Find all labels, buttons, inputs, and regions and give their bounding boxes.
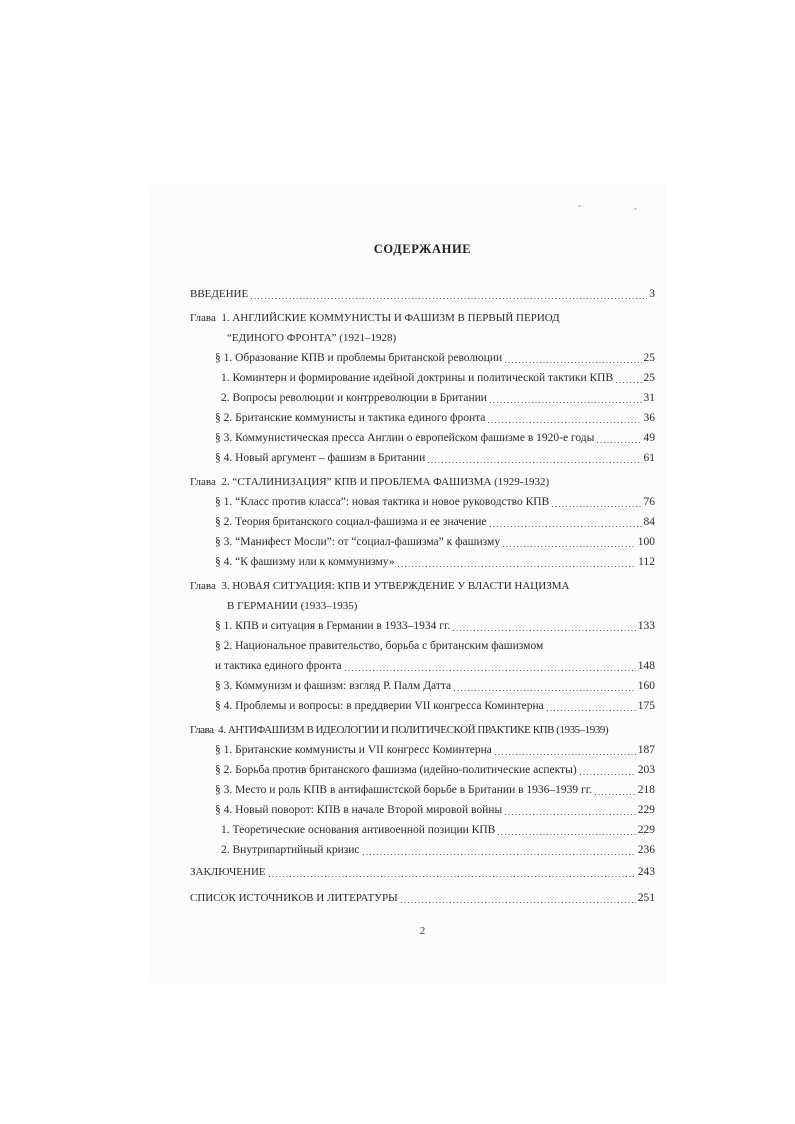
toc-page-number: 100 <box>637 536 655 548</box>
toc-page-number: 187 <box>637 744 655 756</box>
toc-page-number: 218 <box>637 784 655 796</box>
toc-page-number: 61 <box>643 452 655 464</box>
toc-entry-label: В ГЕРМАНИИ (1933–1935) <box>227 600 358 612</box>
toc-leader-dots <box>498 834 635 835</box>
toc-entry-label: ЗАКЛЮЧЕНИЕ <box>190 866 266 878</box>
toc-row <box>190 576 655 596</box>
toc-page-number: 25 <box>643 352 655 364</box>
toc-entry-label: 2. Внутрипартийный кризис <box>221 844 360 856</box>
toc-entry-label: § 1. “Класс против класса”: новая тактика и новое руководство КПВ <box>215 496 550 508</box>
toc-entry-label: Глава 1. АНГЛИЙСКИЕ КОММУНИСТЫ И ФАШИЗМ В ПЕРВЫЙ ПЕРИОД <box>190 312 560 324</box>
toc-row <box>190 840 655 860</box>
toc-entry-label: ВВЕДЕНИЕ <box>190 288 249 300</box>
toc-entry-label: 1. Коминтерн и формирование идейной доктрины и политической тактики КПВ <box>221 372 614 384</box>
toc-entry-label: § 1. Образование КПВ и проблемы британской революции <box>215 352 503 364</box>
toc-entry-label: СПИСОК ИСТОЧНИКОВ И ЛИТЕРАТУРЫ <box>190 892 398 904</box>
toc-row <box>190 800 655 820</box>
toc-entry-label: § 2. Теория британского социал-фашизма и ее значение <box>215 516 487 528</box>
toc-row <box>190 448 655 468</box>
toc-page-number: 133 <box>637 620 655 632</box>
scanned-page <box>150 185 664 983</box>
toc-row <box>190 388 655 408</box>
toc-row <box>190 328 655 348</box>
toc-row <box>190 428 655 448</box>
toc-leader-dots <box>453 630 635 631</box>
toc-leader-dots <box>552 506 641 507</box>
toc-page-number: 49 <box>643 432 655 444</box>
toc-page-number: 31 <box>643 392 655 404</box>
toc-entry-label: § 3. “Манифест Мосли”: от “социал-фашизма” к фашизму <box>215 536 501 548</box>
toc-page-number: 229 <box>637 804 655 816</box>
toc-row <box>190 308 655 328</box>
toc-row <box>190 636 655 656</box>
toc-row <box>190 616 655 636</box>
toc-leader-dots <box>597 442 641 443</box>
toc-page-number: 25 <box>643 372 655 384</box>
toc-entry-label: “ЕДИНОГО ФРОНТА” (1921–1928) <box>227 332 397 344</box>
toc-leader-dots <box>269 876 636 877</box>
toc-row <box>190 676 655 696</box>
toc-leader-dots <box>428 462 641 463</box>
toc-page-number: 36 <box>643 412 655 424</box>
scan-speckle <box>634 208 637 210</box>
scan-speckle <box>578 205 581 207</box>
toc-entry-label: § 4. Проблемы и вопросы: в преддверии VII конгресса Коминтерна <box>215 700 544 712</box>
toc-page-number: 84 <box>643 516 655 528</box>
toc-entry-label: § 2. Национальное правительство, борьба с британским фашизмом <box>215 640 544 652</box>
toc-entry-label: § 1. КПВ и ситуация в Германии в 1933–1934 гг. <box>215 620 451 632</box>
toc-page-number: 251 <box>637 892 655 904</box>
toc-entry-label: и тактика единого фронта <box>215 660 342 672</box>
toc-title: СОДЕРЖАНИЕ <box>373 242 472 256</box>
toc-row <box>190 696 655 716</box>
toc-entry-label: § 4. “К фашизму или к коммунизму» <box>215 556 395 568</box>
toc-leader-dots <box>401 902 636 903</box>
toc-page-number: 112 <box>638 556 655 568</box>
toc-entry-label: § 4. Новый поворот: КПВ в начале Второй мировой войны <box>215 804 503 816</box>
toc-row <box>190 348 655 368</box>
toc-page-number: 3 <box>649 288 655 300</box>
toc-row <box>190 552 655 572</box>
toc-page-number: 160 <box>637 680 655 692</box>
page-number: 2 <box>419 925 426 937</box>
toc-page-number: 148 <box>637 660 655 672</box>
toc-leader-dots <box>547 710 636 711</box>
toc-row <box>190 780 655 800</box>
toc-row <box>190 760 655 780</box>
toc-entry-label: Глава 3. НОВАЯ СИТУАЦИЯ: КПВ И УТВЕРЖДЕНИЕ У ВЛАСТИ НАЦИЗМА <box>190 580 570 592</box>
toc-leader-dots <box>251 298 647 299</box>
toc-row <box>190 820 655 840</box>
toc-entry-label: § 3. Место и роль КПВ в антифашистской борьбе в Британии в 1936–1939 гг. <box>215 784 593 796</box>
toc-page-number: 76 <box>643 496 655 508</box>
toc-leader-dots <box>488 422 641 423</box>
toc-page-number: 243 <box>637 866 655 878</box>
toc-entry-label: 2. Вопросы революции и контрреволюции в Британии <box>221 392 487 404</box>
toc-leader-dots <box>505 362 641 363</box>
toc-row <box>190 862 655 882</box>
toc-row <box>190 492 655 512</box>
toc-leader-dots <box>503 546 636 547</box>
toc-entry-label: § 1. Британские коммунисты и VII конгресс Коминтерна <box>215 744 492 756</box>
toc-page-number: 236 <box>637 844 655 856</box>
toc-leader-dots <box>490 402 642 403</box>
toc-entry-label: 1. Теоретические основания антивоенной позиции КПВ <box>221 824 496 836</box>
toc-entry-label: § 2. Британские коммунисты и тактика единого фронта <box>215 412 486 424</box>
toc-entry-label: § 3. Коммунистическая пресса Англии о европейском фашизме в 1920-е годы <box>215 432 595 444</box>
toc-page-number: 175 <box>637 700 655 712</box>
toc-row <box>190 720 655 740</box>
toc-page-number: 203 <box>637 764 655 776</box>
toc-list <box>190 284 655 908</box>
toc-row <box>190 408 655 428</box>
toc-leader-dots <box>616 382 641 383</box>
toc-entry-label: § 4. Новый аргумент – фашизм в Британии <box>215 452 426 464</box>
toc-leader-dots <box>398 566 637 567</box>
toc-row <box>190 596 655 616</box>
toc-entry-label: § 2. Борьба против британского фашизма (идейно-политические аспекты) <box>215 764 577 776</box>
toc-leader-dots <box>595 794 636 795</box>
toc-leader-dots <box>495 754 636 755</box>
toc-row <box>190 532 655 552</box>
toc-leader-dots <box>454 690 636 691</box>
toc-row <box>190 512 655 532</box>
toc-leader-dots <box>490 526 642 527</box>
toc-entry-label: § 3. Коммунизм и фашизм: взгляд Р. Палм Датта <box>215 680 452 692</box>
toc-leader-dots <box>505 814 636 815</box>
toc-row <box>190 284 655 304</box>
toc-entry-label: Глава 4. АНТИФАШИЗМ В ИДЕОЛОГИИ И ПОЛИТИЧЕСКОЙ ПРАКТИКЕ КПВ (1935–1939) <box>190 724 609 736</box>
toc-row <box>190 740 655 760</box>
toc-leader-dots <box>363 854 636 855</box>
toc-leader-dots <box>580 774 636 775</box>
toc-row <box>190 472 655 492</box>
toc-row <box>190 888 655 908</box>
toc-entry-label: Глава 2. “СТАЛИНИЗАЦИЯ” КПВ И ПРОБЛЕМА ФАШИЗМА (1929-1932) <box>190 476 550 488</box>
toc-row <box>190 656 655 676</box>
toc-leader-dots <box>345 670 636 671</box>
toc-row <box>190 368 655 388</box>
toc-page-number: 229 <box>637 824 655 836</box>
